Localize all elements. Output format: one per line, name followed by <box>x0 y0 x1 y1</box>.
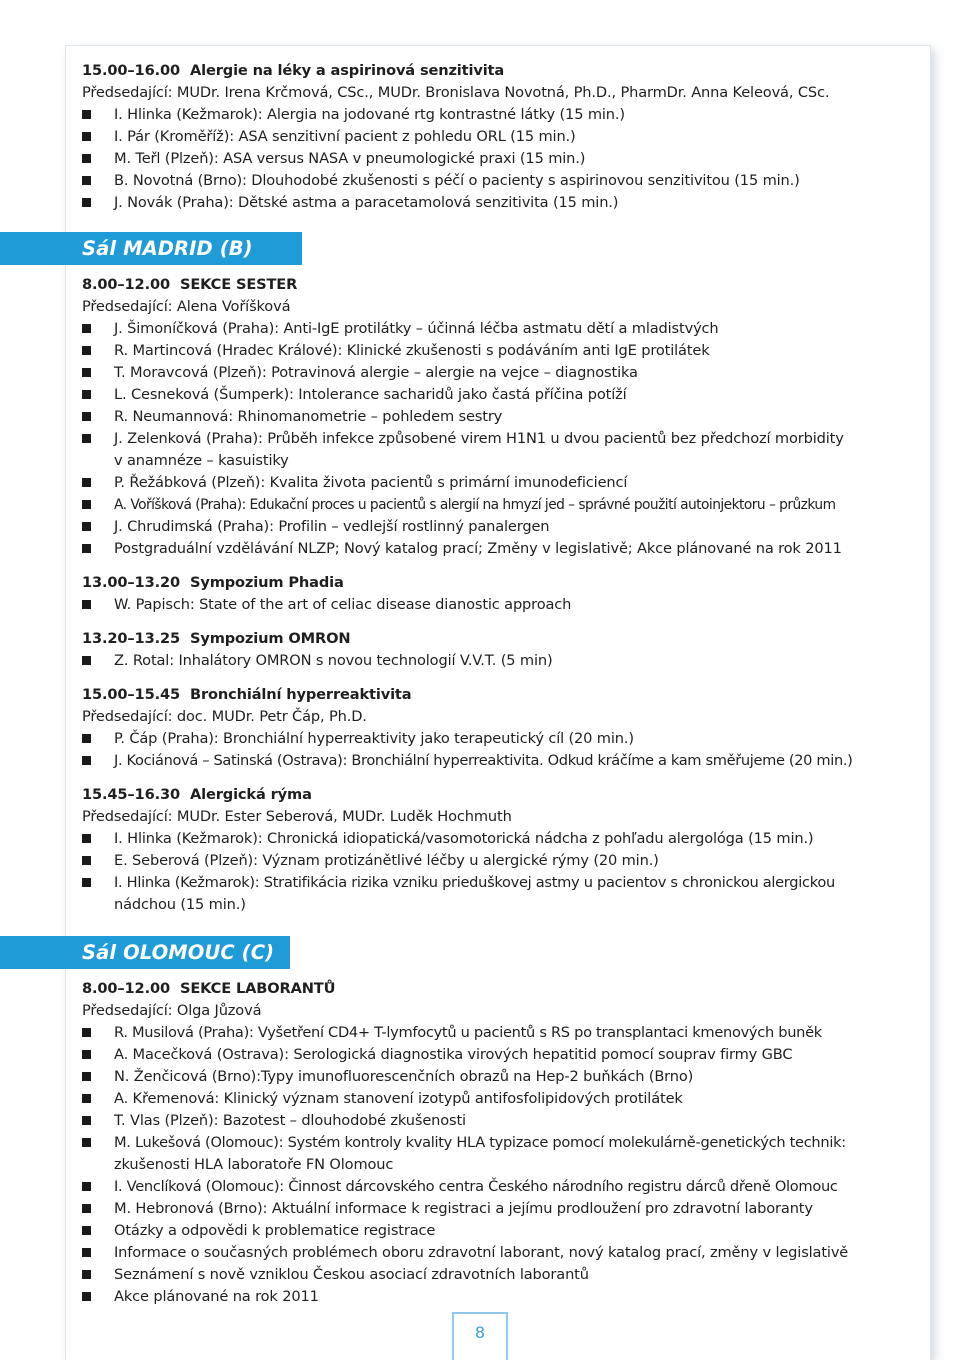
session-time: 15.00–16.00 <box>82 62 180 79</box>
session-heading <box>82 684 922 706</box>
program-content-olomouc <box>82 978 922 1308</box>
list-item: A. Křemenová: Klinický význam stanovení izotypů antifosfolipidových protilátek <box>82 1088 922 1110</box>
list-item: R. Martincová (Hradec Králové): Klinické zkušenosti s podáváním anti IgE protilátek <box>82 340 922 362</box>
list-item: B. Novotná (Brno): Dlouhodobé zkušenosti s péčí o pacienty s aspirinovou senzitivitou (15 min.) <box>82 170 922 192</box>
list-item: M. Lukešová (Olomouc): Systém kontroly kvality HLA typizace pomocí molekulárně-genetických technik: <box>82 1132 922 1154</box>
list-item: P. Řežábková (Plzeň): Kvalita života pacientů s primární imunodeficiencí <box>82 472 922 494</box>
session-heading <box>82 60 922 82</box>
list-item: M. Hebronová (Brno): Aktuální informace k registraci a jejímu prodloužení pro zdravotní laboranty <box>82 1198 922 1220</box>
list-item-continuation: v anamnéze – kasuistiky <box>114 452 289 469</box>
list-item: Akce plánované na rok 2011 <box>82 1286 922 1308</box>
list-item: R. Musilová (Praha): Vyšetření CD4+ T-lymfocytů u pacientů s RS po transplantaci kmenových buněk <box>82 1022 922 1044</box>
list-item: Otázky a odpovědi k problematice registrace <box>82 1220 922 1242</box>
list-item: L. Cesneková (Šumperk): Intolerance sacharidů jako častá příčina potíží <box>82 384 922 406</box>
list-item: J. Šimoníčková (Praha): Anti-IgE protilátky – účinná léčba astmatu dětí a mladistvých <box>82 318 922 340</box>
session-time: 13.00–13.20 <box>82 574 180 591</box>
list-item: R. Neumannová: Rhinomanometrie – pohledem sestry <box>82 406 922 428</box>
list-item: P. Čáp (Praha): Bronchiální hyperreaktivity jako terapeutický cíl (20 min.) <box>82 728 922 750</box>
session-heading <box>82 978 922 1000</box>
list-item: J. Kociánová – Satinská (Ostrava): Bronchiální hyperreaktivita. Odkud kráčíme a kam směřujeme (20 min.) <box>82 750 922 772</box>
list-item: J. Zelenková (Praha): Průběh infekce způsobené virem H1N1 u dvou pacientů bez předchozí morbidity <box>82 428 922 450</box>
session-heading <box>82 572 922 594</box>
list-item: T. Moravcová (Plzeň): Potravinová alergie – alergie na vejce – diagnostika <box>82 362 922 384</box>
program-content-madrid <box>82 274 922 916</box>
session-time: 8.00–12.00 <box>82 276 170 293</box>
session-title: Alergická rýma <box>189 786 312 803</box>
session-heading <box>82 628 922 650</box>
list-item: W. Papisch: State of the art of celiac disease dianostic approach <box>82 594 922 616</box>
room-banner-madrid: Sál MADRID (B) <box>0 232 302 265</box>
program-content <box>82 60 922 214</box>
list-item: I. Hlinka (Kežmarok): Stratifikácia rizika vzniku prieduškovej astmy u pacientov s chronickou alergickou <box>82 872 922 894</box>
room-banner-olomouc: Sál OLOMOUC (C) <box>0 936 290 969</box>
list-item: A. Voříšková (Praha): Edukační proces u pacientů s alergií na hmyzí jed – správné použití autoinjektoru – průzkum <box>82 494 922 516</box>
list-item: Seznámení s nově vzniklou Českou asociací zdravotních laborantů <box>82 1264 922 1286</box>
session-title: Sympozium Phadia <box>189 574 344 591</box>
session-title: Sympozium OMRON <box>189 630 351 647</box>
list-item: Informace o současných problémech oboru zdravotní laborant, nový katalog prací, změny v legislativě <box>82 1242 922 1264</box>
list-item: J. Novák (Praha): Dětské astma a paracetamolová senzitivita (15 min.) <box>82 192 922 214</box>
list-item-continuation: nádchou (15 min.) <box>114 896 246 913</box>
list-item: Z. Rotal: Inhalátory OMRON s novou technologií V.V.T. (5 min) <box>82 650 922 672</box>
session-heading <box>82 274 922 296</box>
list-item: A. Macečková (Ostrava): Serologická diagnostika virových hepatitid pomocí souprav firmy GBC <box>82 1044 922 1066</box>
page-top-margin <box>0 0 960 46</box>
list-item: Postgraduální vzdělávání NLZP; Nový katalog prací; Změny v legislativě; Akce plánované na rok 2011 <box>82 538 922 560</box>
list-item: N. Ženčicová (Brno):Typy imunofluorescenčních obrazů na Hep-2 buňkách (Brno) <box>82 1066 922 1088</box>
session-time: 8.00–12.00 <box>82 980 170 997</box>
session-chair: Předsedající: Alena Voříšková <box>82 298 291 315</box>
session-title: Bronchiální hyperreaktivita <box>189 686 412 703</box>
session-title: SEKCE LABORANTŮ <box>179 980 336 997</box>
session-time: 15.00–15.45 <box>82 686 180 703</box>
list-item: I. Hlinka (Kežmarok): Alergia na jodované rtg kontrastné látky (15 min.) <box>82 104 922 126</box>
list-item: I. Pár (Kroměříž): ASA senzitivní pacient z pohledu ORL (15 min.) <box>82 126 922 148</box>
list-item: I. Hlinka (Kežmarok): Chronická idiopatická/vasomotorická nádcha z pohľadu alergológa (15 min.) <box>82 828 922 850</box>
list-item: T. Vlas (Plzeň): Bazotest – dlouhodobé zkušenosti <box>82 1110 922 1132</box>
session-chair: Předsedající: MUDr. Ester Seberová, MUDr. Luděk Hochmuth <box>82 808 512 825</box>
session-chair: Předsedající: Olga Jůzová <box>82 1002 262 1019</box>
session-chair: Předsedající: doc. MUDr. Petr Čáp, Ph.D. <box>82 708 367 725</box>
list-item: I. Venclíková (Olomouc): Činnost dárcovského centra Českého národního registru dárců dřeně Olomouc <box>82 1176 922 1198</box>
session-time: 13.20–13.25 <box>82 630 180 647</box>
list-item: J. Chrudimská (Praha): Profilin – vedlejší rostlinný panalergen <box>82 516 922 538</box>
page-number: 8 <box>452 1312 508 1360</box>
list-item: E. Seberová (Plzeň): Význam protizánětlivé léčby u alergické rýmy (20 min.) <box>82 850 922 872</box>
list-item-continuation: zkušenosti HLA laboratoře FN Olomouc <box>114 1156 394 1173</box>
session-title: SEKCE SESTER <box>179 276 298 293</box>
session-heading <box>82 784 922 806</box>
session-title: Alergie na léky a aspirinová senzitivita <box>189 62 505 79</box>
session-chair: Předsedající: MUDr. Irena Krčmová, CSc., MUDr. Bronislava Novotná, Ph.D., PharmDr. Anna Keleová, CSc. <box>82 84 830 101</box>
session-time: 15.45–16.30 <box>82 786 180 803</box>
list-item: M. Teřl (Plzeň): ASA versus NASA v pneumologické praxi (15 min.) <box>82 148 922 170</box>
